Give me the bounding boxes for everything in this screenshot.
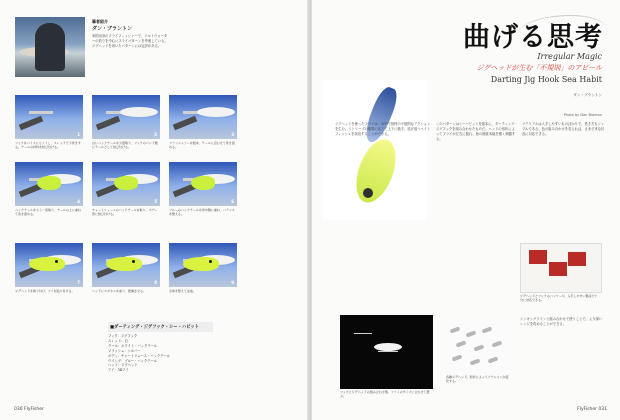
left-page [0,0,308,420]
recipe-item: フック：ジグフック [108,334,138,338]
body-column-bottom: シンキングラインと組み合わせて使うことで、より深いレンジを攻めることができる。 [520,317,603,326]
hook-pack [549,262,567,276]
recipe-title: ■ダーティング・ジグフック・シー・ハビット [108,322,213,332]
article-byline: ダン・ブラントン [573,93,602,97]
jig-head-bead [482,326,493,333]
hook [378,351,398,352]
step-caption-3: フラッシャブーを数本、テールに沿わせて巻き留める。 [169,141,235,150]
jig-head-bead [466,330,477,337]
recipe-item: フラッシュ：シルバー [108,348,141,353]
step-tile-9 [169,243,237,287]
hook-pack [568,252,586,266]
jig-heads-caption: 各種ジグヘッド。形状によってアクションが変化する。 [446,375,509,384]
step-tile-2 [92,95,160,139]
jig-head [363,188,373,198]
fly-eye [132,260,135,263]
body-column-3: マテリアルは入手しやすいものばかりで、巻き方もシンプルである。色の組み合わせを変えれば、さまざまな状況に対応できる。 [522,122,605,136]
recipe-item: ボディ：チャートリュース・バックテール [108,353,170,358]
step-tile-5 [92,162,160,206]
fly-eye [55,260,58,263]
step-caption-6: ブルーのバックテールを背中側に重ね、バランスを整える。 [169,208,235,217]
step-number: 5 [154,199,157,204]
step-number: 3 [231,132,234,137]
article-english-subtitle: Darting Jig Hook Sea Habit [490,75,602,84]
jig-head-bead [470,358,481,365]
step-caption-9: 全体を整えて完成。 [169,289,197,293]
step-tile-8 [92,243,160,287]
step-number: 2 [154,132,157,137]
jig-head-bead [492,340,503,347]
recipe-item: アイ：3Dアイ [108,368,129,373]
recipe-list [108,334,213,373]
hook-pack [529,250,547,264]
step-tile-7 [15,243,83,287]
jig-heads-photo [446,322,510,374]
jig-head-bead [488,356,499,363]
jig-head-bead [456,340,467,347]
hook-pack-photo [520,243,602,293]
step-number: 4 [77,199,80,204]
step-tile-6 [169,162,237,206]
bucktail-chartreuse [183,257,219,271]
photo-credit: Photo by Dan Blanton [563,113,602,117]
author-caption: 筆者紹介 [92,19,108,24]
mini-fly [374,343,402,351]
step-tile-3 [169,95,237,139]
author-bio: 米国出身のフライフィッシャーで、ソルトウォーターの釣りを中心にフライパターンを考案している。ジグヘッドを用いたパターンには定評がある。 [92,34,168,48]
person-illustration [35,23,65,71]
fly-eye [209,260,212,263]
page-folio-left: 030 FlyFisher [14,407,44,412]
jig-head-bead [452,354,463,361]
step-number: 1 [77,132,80,137]
hero-fly-photo [323,80,427,220]
recipe-box [108,322,213,373]
hook [354,333,372,334]
bucktail-chartreuse [37,176,61,190]
author-photo [15,17,85,77]
step-caption-8: ヘッドにエポキシを塗り、乾燥させる。 [92,289,146,293]
step-number: 8 [154,280,157,285]
step-caption-4: バックテールをもう一束取り、テールの上に重ねて巻き留める。 [15,208,81,217]
jig-head-bead [474,344,485,351]
recipe-item: ヘッド：ジグヘッド [108,363,138,368]
bucktail-chartreuse [191,176,215,190]
article-kicker: Irregular Magic [537,52,602,61]
step-number: 6 [231,199,234,204]
article-subhead: ジグヘッドが生む「不規則」のアピール [476,64,602,72]
step-caption-7: ジグヘッドを取り付け、アイを貼り付ける。 [15,289,75,293]
article-title: 曲げる思考 [463,22,603,53]
step-caption-5: チャートリュースのバックテールを取り、ボディ部に結び付ける。 [92,208,158,217]
author-name: ダン・ブラントン [92,26,133,32]
page-folio-right: FlyFisher 031 [577,407,607,412]
step-tile-1 [15,95,83,139]
author-block [92,19,170,48]
recipe-item: テール：ホワイト・バックテール [108,343,158,348]
dark-hook-photo [340,315,433,389]
step-caption-2: 白いバックテールを少量取り、フックのベンド側にテールとして結び付ける。 [92,141,158,150]
dark-photo-caption: フックとジグヘッドの組み合わせ例。フライのサイズに合わせて選ぶ。 [340,390,430,399]
recipe-item: スレッド：白 [108,338,128,343]
recipe-item: ウイング：ブルー・バックテール [108,358,158,363]
body-column-1: ジグヘッドを使ったフライは、水中で独特の不規則なアクションを生む。リトリーブの強弱に応じて上下に動き、逃げ惑うベイトフィッシュを演出することができる。 [335,122,431,136]
step-caption-1: フックをバイスにセットし、スレッドで下巻きする。テールの材料を結び付ける。 [15,141,81,150]
bucktail-chartreuse [106,257,142,271]
bucktail-chartreuse [29,257,65,271]
step-number: 9 [231,280,234,285]
step-number: 7 [77,280,80,285]
jig-head-bead [450,326,461,333]
bucktail-chartreuse [114,176,138,190]
step-tile-4 [15,162,83,206]
pack-caption: ジグヘッドとフックのパッケージ。入手しやすい製品で十分に対応できる。 [520,294,598,303]
body-column-2: このパターンはシーハビットを基本に、ダーティング・ジグフックを組み合わせたものだ。ヘッドの形状によってフライが左右に振れ、魚の捕食本能を強く刺激する。 [436,122,518,141]
chartreuse-body [349,134,404,208]
